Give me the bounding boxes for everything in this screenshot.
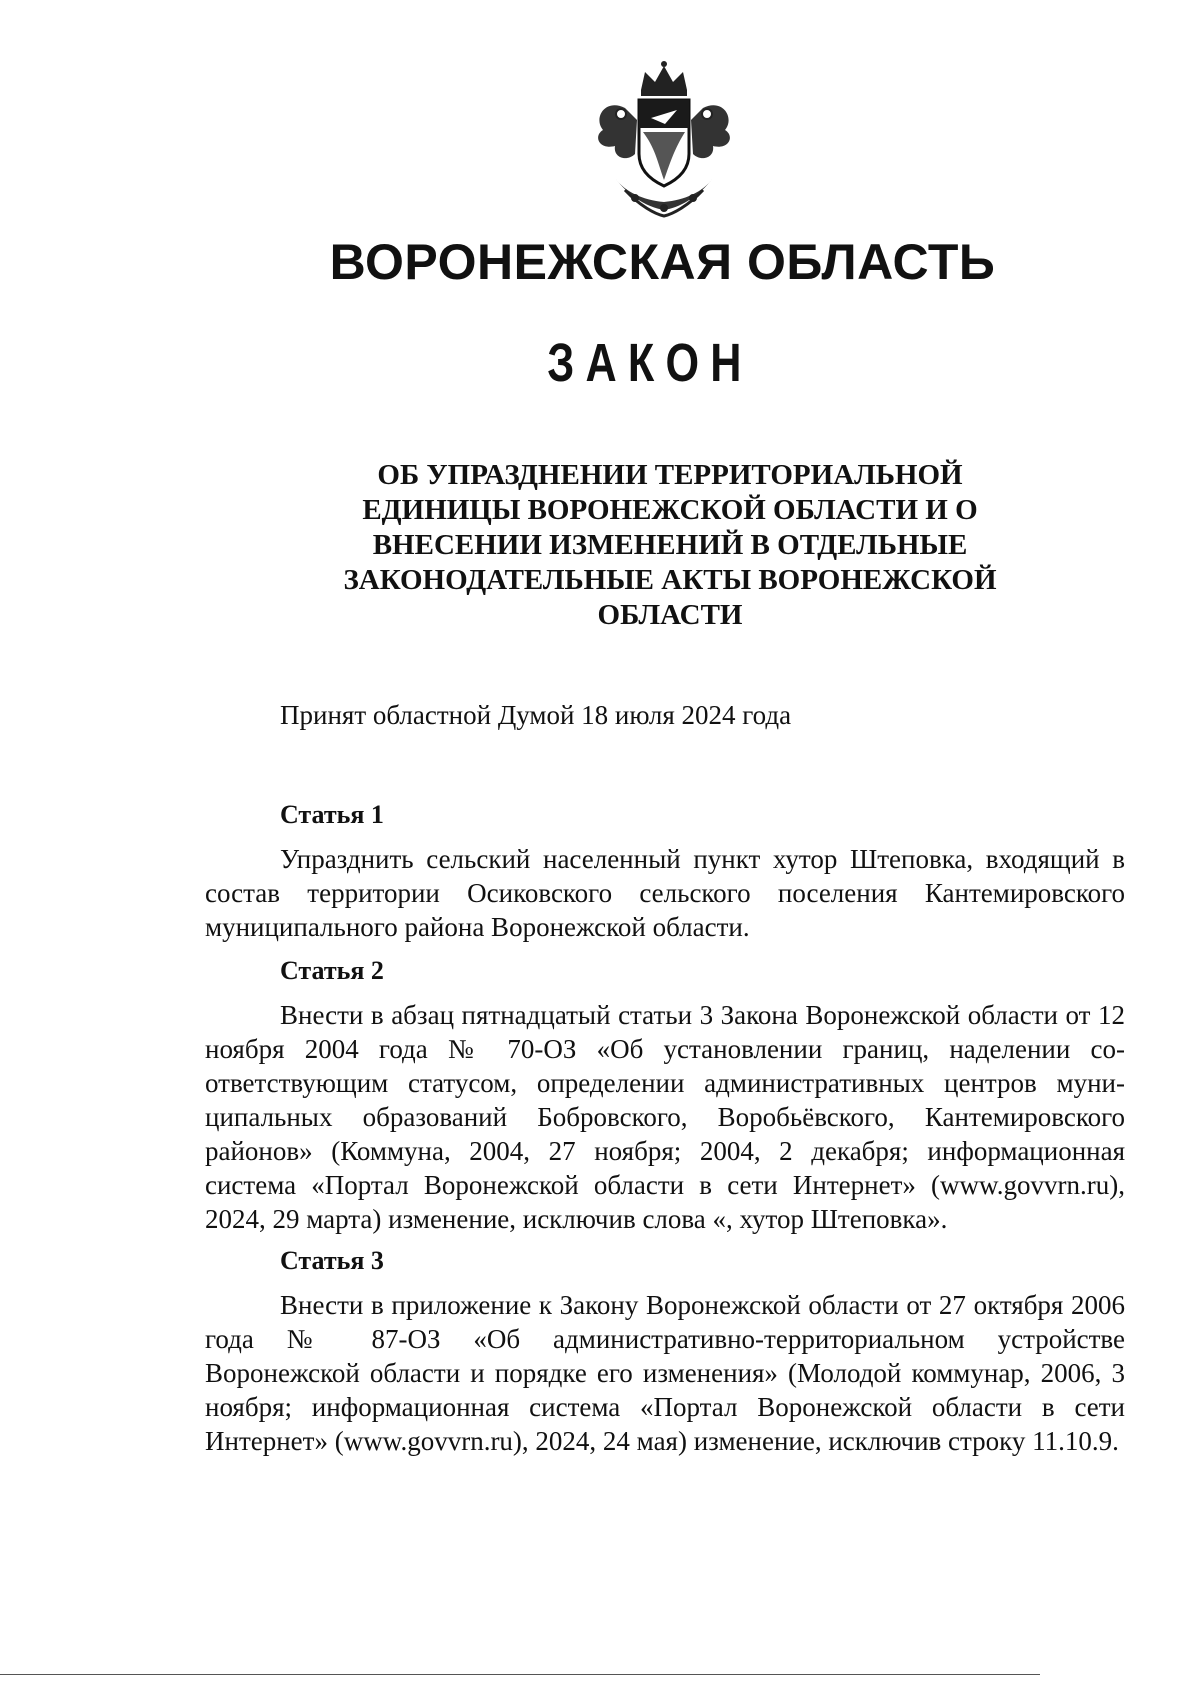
law-title-line: ЕДИНИЦЫ ВОРОНЕЖСКОЙ ОБЛАСТИ И О: [362, 494, 978, 526]
law-title-line: ВНЕСЕНИИ ИЗМЕНЕНИЙ В ОТДЕЛЬНЫЕ: [372, 529, 968, 561]
coat-of-arms-icon: [585, 58, 743, 218]
adoption-date: Принят областной Думой 18 июля 2024 года: [280, 700, 792, 730]
law-title-line: ОБ УПРАЗДНЕНИИ ТЕРРИТОРИАЛЬНОЙ: [377, 459, 963, 491]
article-2-text: [205, 998, 1125, 1236]
law-title-line: ОБЛАСТИ: [597, 599, 743, 631]
law-title: [330, 458, 1010, 633]
region-name: ВОРОНЕЖСКАЯ ОБЛАСТЬ: [329, 234, 996, 290]
article-1-text: [205, 842, 1125, 944]
law-title-line: ЗАКОНОДАТЕЛЬНЫЕ АКТЫ ВОРОНЕЖСКОЙ: [343, 564, 997, 596]
document-type: ЗАКОН: [547, 333, 753, 393]
article-2-heading: Статья 2: [280, 956, 384, 985]
article-3-body: Внести в приложение к Закону Воронежской области от 27 октября 2006 года № 87-ОЗ «Об административно-территориальном устройстве Воронежской области и порядке его изменения» (Молодой коммунар, 2006, 3 ноября; информационная система «Портал Воронежской области в сети Интернет» (www.govvrn.ru), 2024, 24 мая) изменение, исключив строку 11.10.9.: [205, 1290, 1125, 1456]
page-bottom-divider: [0, 1674, 1040, 1675]
article-3-heading: Статья 3: [280, 1246, 384, 1275]
article-1-heading: Статья 1: [280, 800, 384, 829]
article-3-text: [205, 1288, 1125, 1458]
article-1-body: Упразднить сельский населенный пункт хутор Штеповка, входящий в состав территории Осиковского сельского поселения Кантемировского муниципального района Воронежской области.: [205, 844, 1125, 942]
article-2-body: Внести в абзац пятнадцатый статьи 3 Закона Воронежской области от 12 ноября 2004 года № 70-ОЗ «Об установлении границ, наделении соответствующим статусом, определении административных центров муниципальных образований Бобровского, Воробьёвского, Кантемировского районов» (Коммуна, 2004, 27 ноября; 2004, 2 декабря; информационная система «Портал Воронежской области в сети Интернет» (www.govvrn.ru), 2024, 29 марта) изменение, исключив слова «, хутор Штеповка».: [205, 1000, 1125, 1234]
